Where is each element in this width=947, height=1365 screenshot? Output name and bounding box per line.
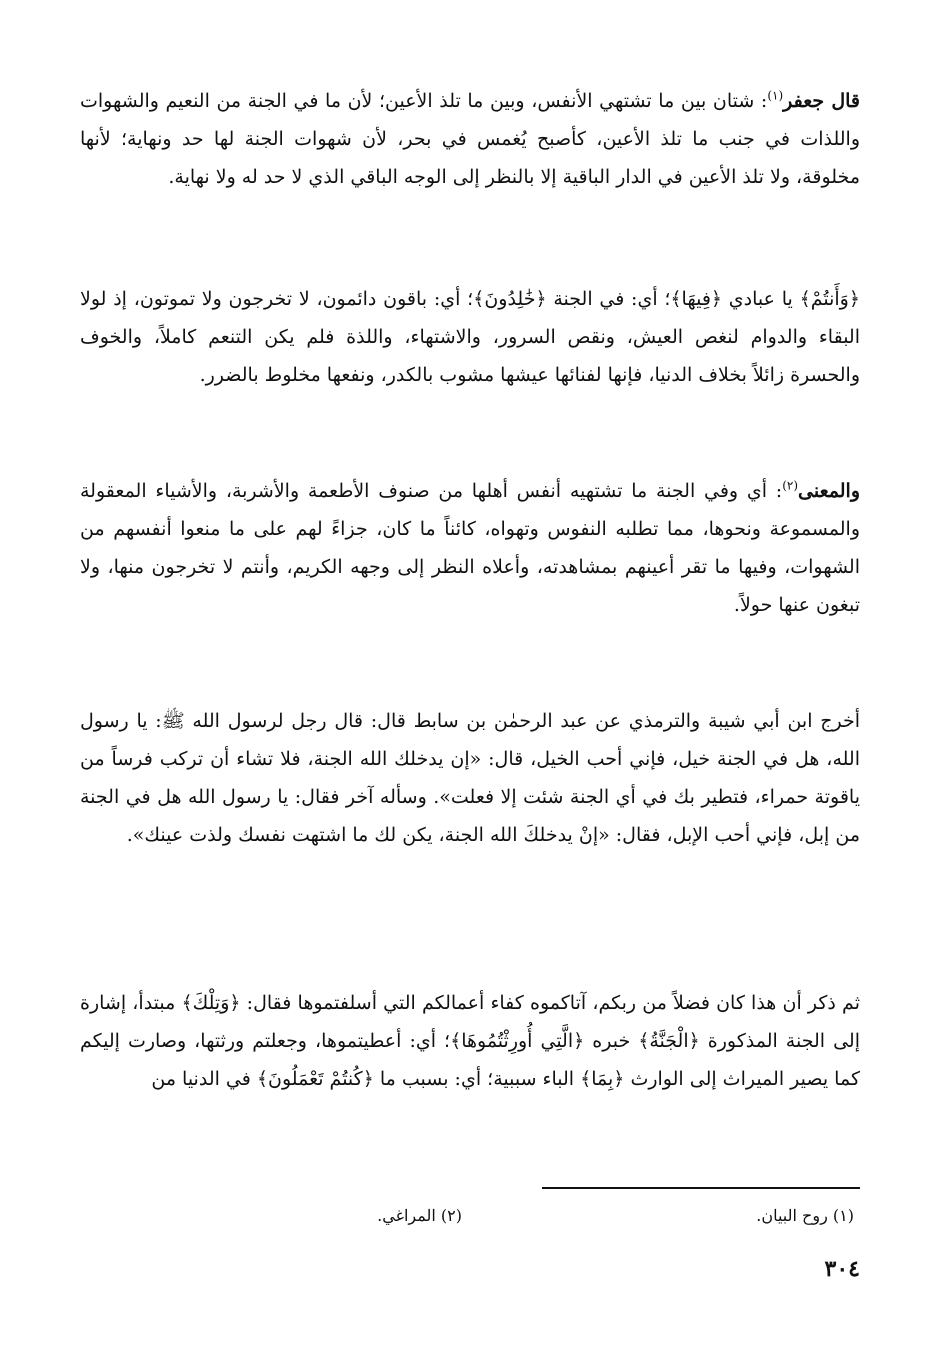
paragraph-hadith [80, 702, 860, 854]
footnote-2 [377, 1202, 462, 1230]
footnotes [80, 1202, 860, 1232]
meaning-heading: والمعنى [798, 480, 860, 502]
footnote-divider [542, 1187, 860, 1189]
page-body [80, 82, 860, 1342]
footnote-1 [756, 1202, 854, 1230]
footnote-text: المراغي. [377, 1206, 436, 1225]
paragraph-text: : أي وفي الجنة ما تشتهيه أنفس أهلها من صنوف الأطعمة والأشربة، والأشياء المعقولة والمسموعة ونحوها، مما تطلبه النفوس وتهواه، كائناً ما كان، جزاءً لهم على ما منعوا أنفسهم من الشهوات، وفيها ما تقر أعينهم بمشاهدته، وأعلاه النظر إلى وجهه الكريم، وأنتم لا تخرجون منها، ولا تبغون عنها حولاً. [80, 480, 860, 616]
page-number: ٣٠٤ [824, 1256, 860, 1282]
paragraph-text: ثم ذكر أن هذا كان فضلاً من ربكم، آتاكموه كفاء أعمالكم التي أسلفتموها فقال: ﴿وَتِلْكَ﴾ مبتدأ، إشارة إلى الجنة المذكورة ﴿الْجَنَّةُ﴾ خبره ﴿الَّتِي أُورِثْتُمُوهَا﴾؛ أي: أعطيتموها، وجعلتم ورثتها، وصارت إليكم كما يصير الميراث إلى الوارث ﴿بِمَا﴾ الباء سببية؛ أي: بسبب ما ﴿كُنتُمْ تَعْمَلُونَ﴾ في الدنيا من [80, 992, 860, 1090]
footnote-number: (١) [832, 1206, 854, 1225]
speaker-name: قال جعفر [783, 90, 861, 112]
footnote-reference-2: (٢) [782, 478, 799, 493]
footnote-number: (٢) [440, 1206, 462, 1225]
paragraph-inheritance [80, 984, 860, 1098]
footnote-reference-1: (١) [767, 88, 784, 103]
paragraph-text: ﴿وَأَنتُمْ﴾ يا عبادي ﴿فِيهَا﴾؛ أي: في الجنة ﴿خَٰلِدُونَ﴾؛ أي: باقون دائمون، لا تخرجون ولا تموتون، إذ لولا البقاء والدوام لنغص العيش، ونقص السرور، والاشتهاء، واللذة فلم يكن التنعم كاملاً، والخوف والحسرة زائلاً بخلاف الدنيا، فإنها لفنائها عيشها مشوب بالكدر، ونفعها مخلوط بالضرر. [80, 288, 860, 386]
footnote-text: روح البيان. [756, 1206, 828, 1225]
paragraph-jafar-quote [80, 82, 860, 196]
paragraph-text: أخرج ابن أبي شيبة والترمذي عن عبد الرحمٰن بن سابط قال: قال رجل لرسول الله ﷺ: يا رسول الله، هل في الجنة خيل، فإني أحب الخيل، قال: «إن يدخلك الله الجنة، فلا تشاء أن تركب فرساً من ياقوتة حمراء، فتطير بك في أي الجنة شئت إلا فعلت». وسأله آخر فقال: يا رسول الله هل في الجنة من إبل، فإني أحب الإبل، فقال: «إنْ يدخلكَ الله الجنة، يكن لك ما اشتهت نفسك ولذت عينك». [80, 710, 860, 846]
paragraph-quran-commentary [80, 280, 860, 394]
paragraph-text: : شتان بين ما تشتهي الأنفس، وبين ما تلذ الأعين؛ لأن ما في الجنة من النعيم والشهوات واللذات في جنب ما تلذ الأعين، كأصبح يُغمس في بحر، لأن شهوات الجنة لها حد ونهاية؛ لأنها مخلوقة، ولا تلذ الأعين في الدار الباقية إلا بالنظر إلى الوجه الباقي الذي لا حد له ولا نهاية. [80, 90, 860, 188]
paragraph-meaning [80, 472, 860, 624]
